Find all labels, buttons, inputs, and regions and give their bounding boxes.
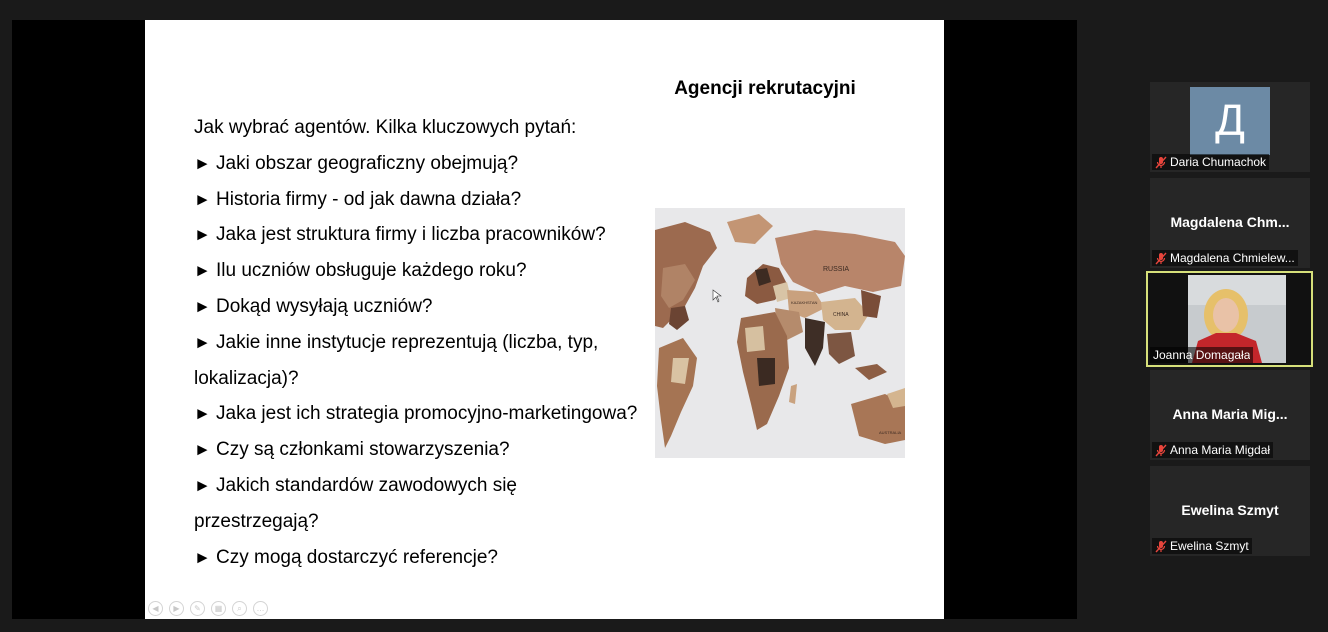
- bullet-continuation: lokalizacja)?: [194, 367, 299, 389]
- bullet-text: Dokąd wysyłają uczniów?: [216, 295, 433, 317]
- bullet-arrow-icon: ►: [194, 153, 211, 173]
- map-label-russia: RUSSIA: [823, 266, 850, 273]
- map-label-china: CHINA: [833, 312, 849, 318]
- slides-grid-icon[interactable]: ▦: [211, 601, 226, 616]
- bullet-arrow-icon: ►: [194, 475, 211, 495]
- bullet-arrow-icon: ►: [194, 189, 211, 209]
- participant-big-name: Magdalena Chm...: [1170, 214, 1290, 230]
- pen-icon[interactable]: ✎: [190, 601, 205, 616]
- participant-name-bar: [1152, 250, 1298, 266]
- participant-tile[interactable]: [1150, 82, 1310, 172]
- participant-name-bar: [1152, 538, 1252, 554]
- list-item: [194, 468, 664, 540]
- list-item: [194, 146, 664, 182]
- presentation-controls: [148, 601, 268, 615]
- presentation-slide: [145, 20, 944, 619]
- muted-mic-icon: [1155, 156, 1167, 169]
- bullet-arrow-icon: ►: [194, 547, 211, 567]
- bullet-arrow-icon: ►: [194, 261, 211, 281]
- participant-name-bar: [1152, 154, 1269, 170]
- bullet-arrow-icon: ►: [194, 296, 211, 316]
- bullet-text: Jaka jest ich strategia promocyjno-marketingowa?: [216, 403, 638, 425]
- slide-body: [194, 110, 664, 575]
- bullet-list: [194, 146, 664, 576]
- participant-name: Ewelina Szmyt: [1170, 539, 1249, 553]
- bullet-arrow-icon: ►: [194, 225, 211, 245]
- list-item: [194, 289, 664, 325]
- map-label-australia: AUSTRALIA: [879, 430, 902, 435]
- list-item: [194, 432, 664, 468]
- bullet-text: Jaki obszar geograficzny obejmują?: [216, 152, 519, 174]
- bullet-continuation: przestrzegają?: [194, 510, 319, 532]
- world-map-image: [655, 208, 905, 458]
- participant-name: Joanna Domagała: [1153, 348, 1251, 362]
- list-item: [194, 253, 664, 289]
- participant-name: Anna Maria Migdał: [1170, 443, 1271, 457]
- next-slide-icon[interactable]: ▶: [169, 601, 184, 616]
- muted-mic-icon: [1155, 540, 1167, 553]
- avatar: Д: [1190, 87, 1270, 155]
- bullet-arrow-icon: ►: [194, 404, 211, 424]
- participant-big-name: Ewelina Szmyt: [1181, 502, 1279, 518]
- participant-name-bar: [1152, 442, 1273, 458]
- bullet-text: Czy mogą dostarczyć referencje?: [216, 546, 498, 568]
- zoom-icon[interactable]: ⌕: [232, 601, 247, 616]
- participant-name-bar: [1150, 347, 1253, 363]
- participant-name: Magdalena Chmielew...: [1170, 251, 1295, 265]
- participant-tile-active-speaker[interactable]: [1146, 271, 1313, 367]
- bullet-text: Czy są członkami stowarzyszenia?: [216, 439, 510, 461]
- slide-title: Agencji rekrutacyjni: [674, 78, 856, 99]
- list-item: [194, 217, 664, 253]
- list-item: [194, 182, 664, 218]
- bullet-arrow-icon: ►: [194, 440, 211, 460]
- list-item: [194, 396, 664, 432]
- participant-tile[interactable]: [1150, 370, 1310, 460]
- list-item: [194, 325, 664, 397]
- more-options-icon[interactable]: …: [253, 601, 268, 616]
- muted-mic-icon: [1155, 444, 1167, 457]
- participant-tile[interactable]: [1150, 178, 1310, 268]
- map-label-kazakhstan: KAZAKHSTAN: [791, 300, 818, 305]
- bullet-text: Jakie inne instytucje reprezentują (liczba, typ,: [216, 331, 599, 353]
- slide-intro: Jak wybrać agentów. Kilka kluczowych pytań:: [194, 117, 577, 138]
- muted-mic-icon: [1155, 252, 1167, 265]
- bullet-text: Jaka jest struktura firmy i liczba pracowników?: [216, 224, 606, 246]
- participant-big-name: Anna Maria Mig...: [1172, 406, 1288, 422]
- participant-name: Daria Chumachok: [1170, 155, 1267, 169]
- bullet-text: Ilu uczniów obsługuje każdego roku?: [216, 260, 527, 282]
- bullet-arrow-icon: ►: [194, 332, 211, 352]
- previous-slide-icon[interactable]: ◀: [148, 601, 163, 616]
- participant-tile[interactable]: [1150, 466, 1310, 556]
- list-item: [194, 540, 664, 576]
- bullet-text: Historia firmy - od jak dawna działa?: [216, 188, 522, 210]
- bullet-text: Jakich standardów zawodowych się: [216, 474, 517, 496]
